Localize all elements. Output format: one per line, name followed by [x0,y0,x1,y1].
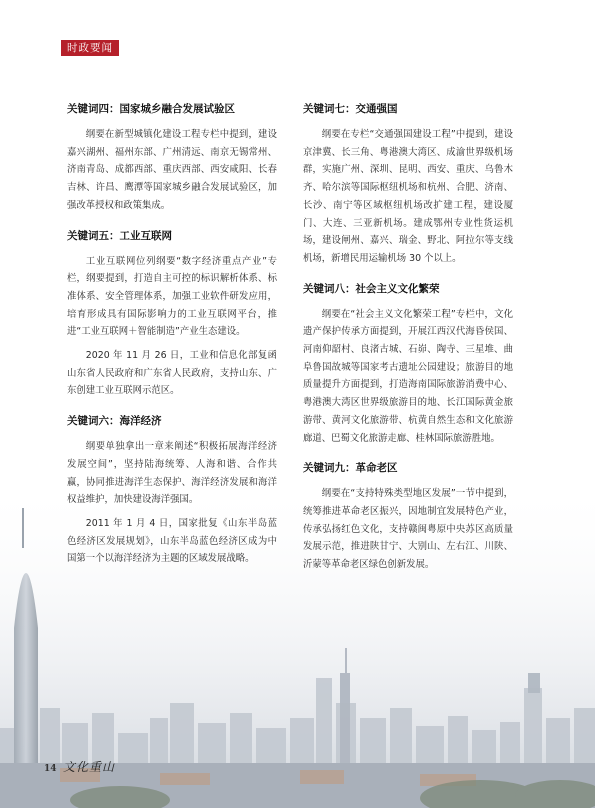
paragraph: 纲要在新型城镇化建设工程专栏中提到，建设嘉兴湖州、福州东部、广州清远、南京无锡常州、济南青岛、成都西部、重庆西部、西安咸阳、长春吉林、许昌、鹰潭等国家城乡融合发展试验区，加强改革授权和政策集成。 [67,129,277,211]
section-heading: 关键词六：海洋经济 [67,415,162,428]
section-heading: 关键词四：国家城乡融合发展试验区 [67,103,235,115]
paragraph: 2011 年 1 月 4 日，国家批复《山东半岛蓝色经济区发展规划》，山东半岛蓝色经济区成为中国第一个以海洋经济为主题的区域发展战略。 [67,517,277,565]
section-tag: 时政要闻 [61,40,119,56]
paragraph: 纲要在专栏“交通强国建设工程”中提到，建设京津冀、长三角、粤港澳大湾区、成渝世界级机场群，实施广州、深圳、昆明、西安、重庆、乌鲁木齐、哈尔滨等国际枢纽机场和杭州、合肥、济南、长沙、南宁等区域枢纽机场改扩建工程，建设厦门、大连、三亚新机场。建成鄂州专业性货运机场，建设闸州、嘉兴、瑞金、野北、阿拉尔等支线机场，新增民用运输机场 30 个以上。 [303,129,513,264]
magazine-logo: 文化重山 [63,760,116,774]
paragraph: 工业互联网位列纲要“数字经济重点产业”专栏，纲要提到，打造自主可控的标识解析体系、标准体系、安全管理体系，加强工业软件研发应用，培育形成具有国际影响力的工业互联网平台，推进“工业互联网＋智能制造”产业生态建设。 [67,255,277,338]
paragraph: 纲要在“支持特殊类型地区发展”一节中提到，统筹推进革命老区振兴，因地制宜发展特色产业，传承弘扬红色文化，支持赣闽粤原中央苏区高质量发展示范，推进陕甘宁、大别山、左右江、川陕、沂蒙等革命老区绿色创新发展。 [303,488,513,571]
page-number: 14 [44,764,57,774]
left-column [67,102,277,574]
paragraph: 2020 年 11 月 26 日，工业和信息化部复函山东省人民政府和广东省人民政府，支持山东、广东创建工业互联网示范区。 [67,350,277,397]
section-heading: 关键词八：社会主义文化繁荣 [303,282,440,295]
section-heading: 关键词五：工业互联网 [67,229,172,242]
section-heading: 关键词七：交通强国 [303,103,398,115]
right-column [303,102,513,580]
paragraph: 纲要单独拿出一章来阐述“积极拓展海洋经济发展空间”，坚持陆海统筹、人海和谐、合作共赢，协同推进海洋生态保护、海洋经济发展和海洋权益维护，加快建设海洋强国。 [67,441,277,506]
paragraph: 纲要在“社会主义文化繁荣工程”专栏中，文化遗产保护传承方面提到，开展江西汉代海昏侯国、河南仰韶村、良渚古城、石峁、陶寺、三星堆、曲阜鲁国故城等国家考古遗址公园建设；旅游目的地质量提升方面提到，打造海南国际旅游消费中心、粤港澳大湾区世界级旅游目的地、长江国际黄金旅游带、黄河文化旅游带、杭黄自然生态和文化旅游廊道、巴蜀文化旅游走廊、桂林国际旅游胜地。 [303,308,513,444]
section-heading: 关键词九：革命老区 [303,462,398,475]
